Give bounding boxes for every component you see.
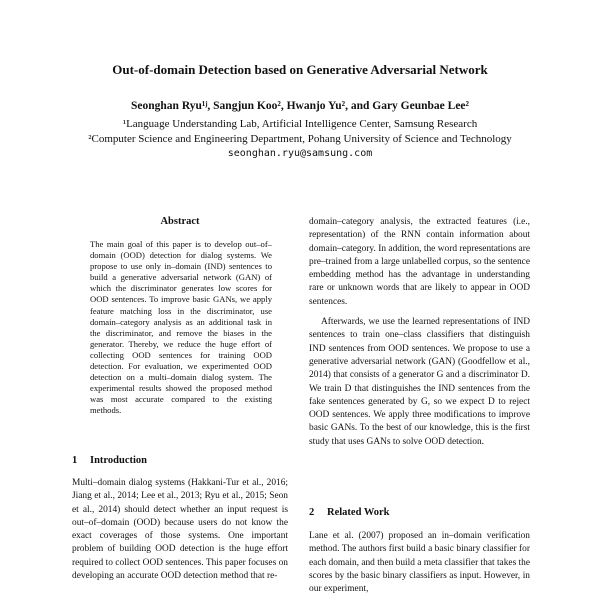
paragraph: domain–category analysis, the extracted features (i.e., representation) of the RNN contain information about domain–category. In addition, the word representations are pre–trained from a large unlabelled corpus, so the sentence embedding method has the advantage in understanding rare or unknown words that are likely to appear in OOD sentences. — [309, 217, 530, 307]
author-email: seonghan.ryu@samsung.com — [227, 148, 373, 159]
affiliation-2: ²Computer Science and Engineering Department, Pohang University of Science and Technology — [88, 133, 512, 145]
section-heading-related-work — [309, 507, 390, 518]
affiliation-1: ¹Language Understanding Lab, Artificial Intelligence Center, Samsung Research — [122, 118, 478, 130]
section-title: Related Work — [327, 507, 390, 518]
section-number: 2 — [309, 507, 315, 518]
abstract-text: The main goal of this paper is to develop out–of–domain (OOD) detection for dialog systems. We propose to use only in–domain (IND) sentences to build a generative adversarial network (GAN) of which the discriminator generates low scores for OOD sentences. To improve basic GANs, we apply feature matching loss in the discriminator, use domain–category analysis as an additional task in the discriminator, and remove the biases in the generator. Thereby, we reduce the huge effort of collecting OOD sentences for training OOD detection. For evaluation, we experimented OOD detection on a multi–domain dialog system. The experimental results showed the proposed method was most accurate compared to the existing methods. — [90, 239, 272, 416]
abstract-heading: Abstract — [160, 216, 200, 227]
section-heading-introduction — [72, 455, 147, 466]
introduction-text: Multi–domain dialog systems (Hakkani-Tur et al., 2016; Jiang et al., 2014; Lee et al., 2013; Ryu et al., 2015; Seon et al., 2014) should detect whether an input request is out–of–domain (OOD) because users do not know the exact coverages of those systems. One important problem of building OOD detection is the huge effort required to collect OOD sentences. This paper focuses on developing an accurate OOD detection method that re- — [72, 478, 288, 582]
paper-authors: Seonghan Ryu¹ʲ, Sangjun Koo², Hwanjo Yu², and Gary Geunbae Lee² — [131, 100, 469, 112]
related-work-text: Lane et al. (2007) proposed an in–domain verification method. The authors first build a basic binary classifier for each domain, and then build a meta classifier that takes the scores by the basic binary classifiers as input. However, in our experiment, — [309, 531, 531, 595]
right-column-body — [309, 216, 530, 449]
paragraph: Afterwards, we use the learned representations of IND sentences to train one–class classifiers that distinguish IND sentences from OOD sentences. We propose to use a generative adversarial network (GAN) (Goodfellow et al., 2014) that consists of a generator G and a discriminator D. We train D that distinguishes the IND sentences from the fake sentences generated by G, so we expect D to reject OOD sentences. We apply three modifications to improve basic GANs. To the best of our knowledge, this is the first study that uses GANs to solve OOD detection. — [309, 317, 530, 447]
paper-title: Out-of-domain Detection based on Generative Adversarial Network — [112, 62, 488, 77]
section-title: Introduction — [90, 455, 147, 466]
section-number: 1 — [72, 455, 78, 466]
